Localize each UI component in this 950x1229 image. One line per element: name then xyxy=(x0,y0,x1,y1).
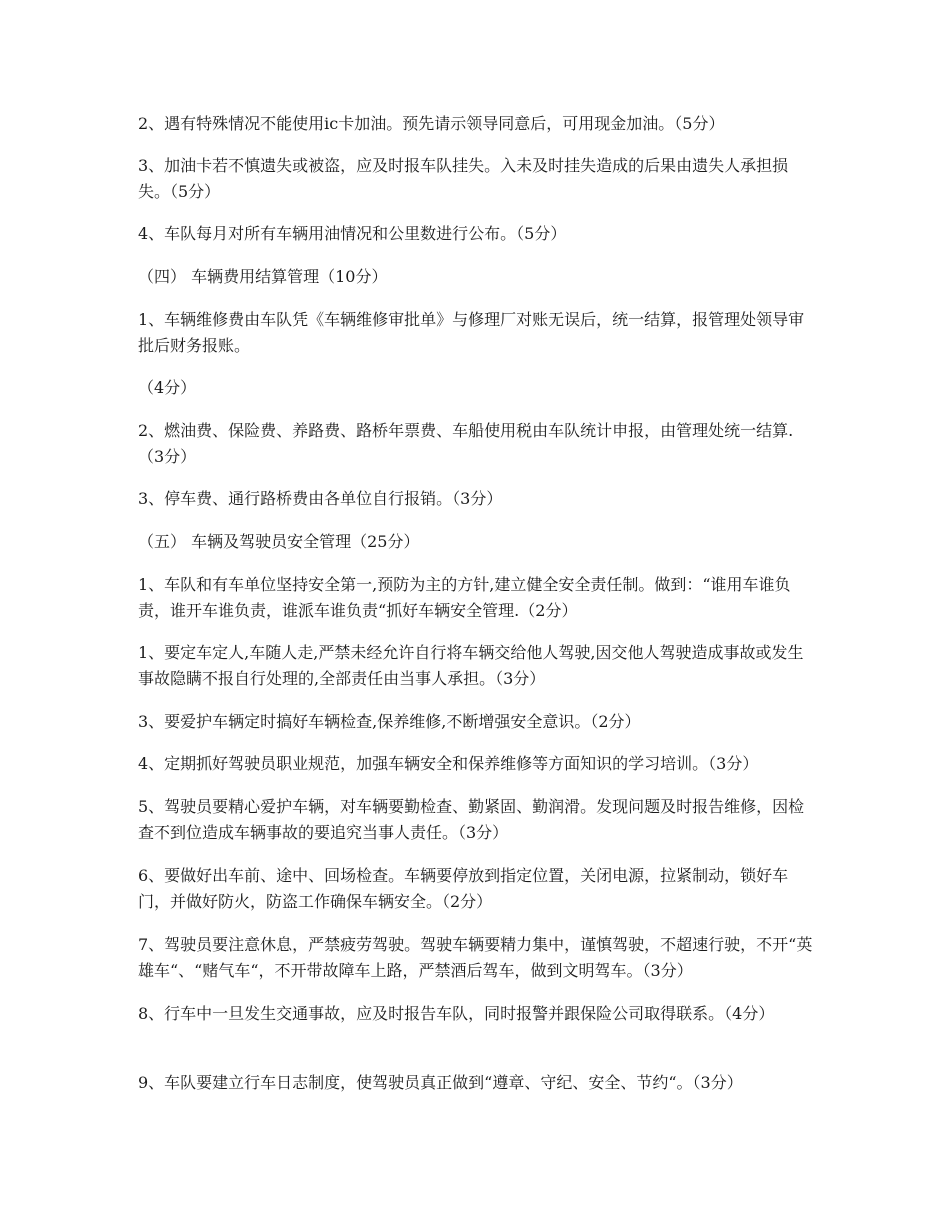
section-heading-cost-settlement: （四） 车辆费用结算管理（10分） xyxy=(138,267,388,286)
paragraph-accident-report: 8、行车中一旦发生交通事故，应及时报告车队，同时报警并跟保险公司取得联系。（4分） xyxy=(138,1004,775,1023)
paragraph-no-fatigue-driving: 7、驾驶员要注意休息，严禁疲劳驾驶。驾驶车辆要精力集中，谨慎驾驶，不超速行驶，不开“英雄车“、“赌气车“，不开带故障车上路，严禁酒后驾车，做到文明驾车。（3分） xyxy=(138,935,813,980)
paragraph-fixed-driver: 1、要定车定人,车随人走,严禁未经允许自行将车辆交给他人驾驶,因交他人驾驶造成事故或发生事故隐瞒不报自行处理的,全部责任由当事人承担。（3分） xyxy=(138,643,804,688)
paragraph-fuel-insurance-fees: 2、燃油费、保险费、养路费、路桥年票费、车船使用税由车队统计申报，由管理处统一结算.（3分） xyxy=(138,421,794,466)
paragraph-driver-training: 4、定期抓好驾驶员职业规范，加强车辆安全和保养维修等方面知识的学习培训。（3分） xyxy=(138,754,759,773)
paragraph-inspection: 5、驾驶员要精心爱护车辆，对车辆要勤检查、勤紧固、勤润滑。发现问题及时报告维修，因检查不到位造成车辆事故的要追究当事人责任。（3分） xyxy=(138,797,805,842)
paragraph-fuel-card-cash: 2、遇有特殊情况不能使用ic卡加油。预先请示领导同意后，可用现金加油。（5分） xyxy=(138,114,725,133)
paragraph-repair-fee-score: （4分） xyxy=(138,378,197,397)
paragraph-repair-fee: 1、车辆维修费由车队凭《车辆维修审批单》与修理厂对账无误后，统一结算，报管理处领导审批后财务报账。 xyxy=(138,310,805,355)
paragraph-lost-card: 3、加油卡若不慎遗失或被盗，应及时报车队挂失。入未及时挂失造成的后果由遗失人承担损失。（5分） xyxy=(138,156,789,201)
paragraph-driving-log: 9、车队要建立行车日志制度，使驾驶员真正做到“遵章、守纪、安全、节约“。（3分） xyxy=(138,1073,743,1092)
paragraph-vehicle-care: 3、要爱护车辆定时搞好车辆检查,保养维修,不断增强安全意识。（2分） xyxy=(138,712,641,731)
paragraph-parking-check: 6、要做好出车前、途中、回场检查。车辆要停放到指定位置，关闭电源，拉紧制动，锁好车门，并做好防火，防盗工作确保车辆安全。（2分） xyxy=(138,866,789,911)
section-heading-safety-management: （五） 车辆及驾驶员安全管理（25分） xyxy=(138,532,420,551)
paragraph-safety-first: 1、车队和有车单位坚持安全第一,预防为主的方针,建立健全安全责任制。做到：“谁用车谁负责，谁开车谁负责，谁派车谁负责“抓好车辆安全管理.（2分） xyxy=(138,575,791,620)
paragraph-parking-fees: 3、停车费、通行路桥费由各单位自行报销。（3分） xyxy=(138,489,503,508)
paragraph-monthly-publish: 4、车队每月对所有车辆用油情况和公里数进行公布。（5分） xyxy=(138,224,567,243)
